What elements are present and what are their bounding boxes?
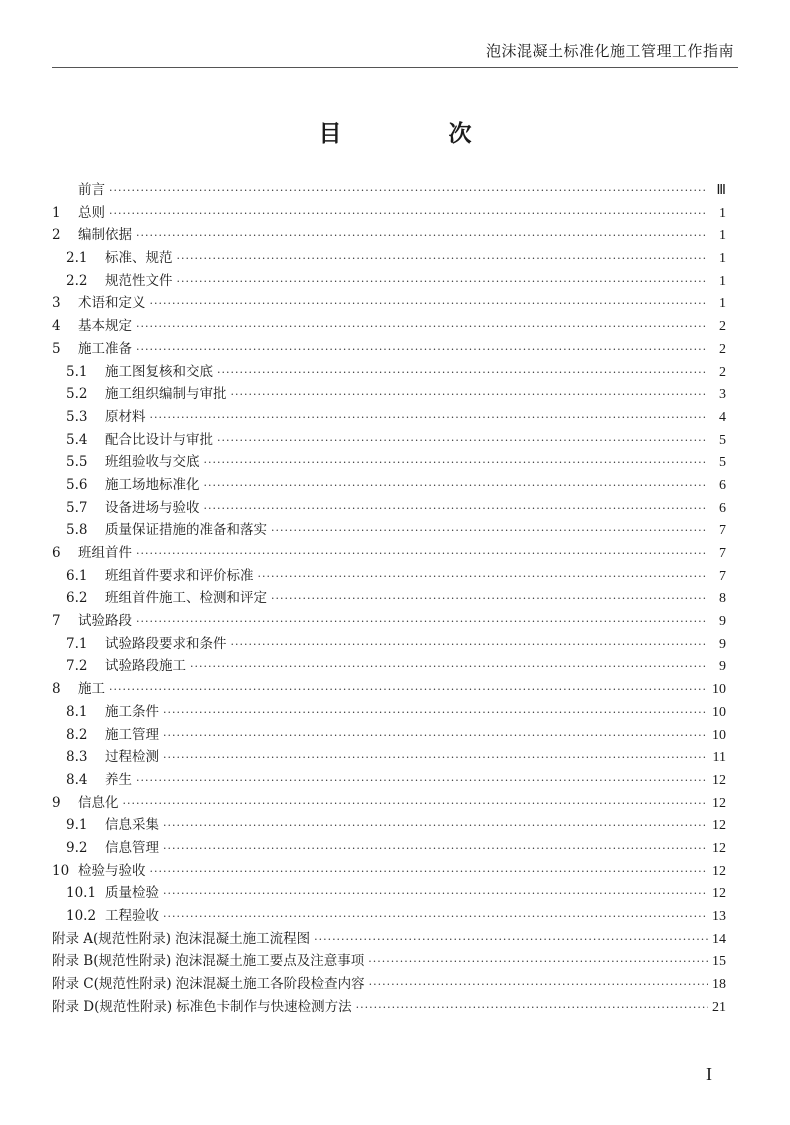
toc-entry-number: 5.3 [66,408,88,425]
toc-entry-page: 15 [712,954,726,970]
toc-entry-label: 质量保证措施的准备和落实 [105,522,267,539]
toc-entry[interactable] [52,314,726,337]
toc-entry-page: 12 [712,886,726,902]
toc-leader-dots [271,592,708,605]
toc-leader-dots [150,411,709,424]
toc-entry-number: 8.3 [66,749,88,766]
toc-entry[interactable] [52,473,726,496]
toc-entry-number: 10.1 [66,885,97,902]
toc-entry-number: 5 [52,340,61,357]
toc-entry-label: 泡沫混凝土施工各阶段检查内容 [175,976,365,993]
toc-entry-label: 施工场地标准化 [105,476,200,493]
toc-leader-dots [123,797,709,810]
toc-entry-number: 8.4 [66,771,88,788]
toc-entry-label: 标准、规范 [105,250,173,267]
toc-entry[interactable] [52,836,726,859]
page-number: I [706,1064,712,1084]
toc-entry[interactable] [52,405,726,428]
toc-entry-label: 养生 [105,771,132,788]
toc-entry-page: 7 [719,568,726,584]
toc-entry-number: 2.1 [66,250,88,267]
toc-entry-label: 信息采集 [105,817,159,834]
toc-entry[interactable] [52,178,726,201]
toc-entry[interactable] [52,632,726,655]
toc-entry[interactable] [52,654,726,677]
toc-entry[interactable] [52,428,726,451]
toc-entry[interactable] [52,586,726,609]
toc-entry-number: 9.2 [66,839,88,856]
toc-entry-page: Ⅲ [716,183,726,198]
toc-leader-dots [136,320,708,333]
toc-entry-number: 5.1 [66,363,88,380]
toc-entry-number: 8.1 [66,703,88,720]
toc-entry-page: 1 [719,273,726,289]
toc-entry-page: 1 [719,205,726,221]
toc-entry[interactable] [52,972,726,995]
toc-leader-dots [368,955,708,968]
toc-entry-number: 6.1 [66,567,88,584]
toc-entry[interactable] [52,791,726,814]
toc-entry-page: 9 [719,614,726,630]
toc-leader-dots [163,729,708,742]
toc-entry-label: 试验路段要求和条件 [105,635,227,652]
toc-entry-label: 信息化 [78,794,119,811]
toc-entry-number: 9 [52,794,61,811]
toc-entry-page: 8 [719,591,726,607]
toc-entry-page: 10 [712,704,726,720]
toc-leader-dots [163,819,708,832]
toc-leader-dots [163,910,708,923]
toc-entry-number: 5.5 [66,454,88,471]
toc-leader-dots [217,434,708,447]
toc-entry-page: 7 [719,523,726,539]
toc-entry-label: 过程检测 [105,749,159,766]
header-rule [52,67,738,68]
toc-entry-number: 8 [52,681,61,698]
table-of-contents [52,178,726,1017]
toc-entry-label: 施工 [78,681,105,698]
toc-entry-number: 5.2 [66,386,88,403]
toc-leader-dots [109,683,708,696]
toc-entry[interactable] [52,677,726,700]
toc-entry-page: 5 [719,455,726,471]
toc-leader-dots [163,706,708,719]
toc-entry-label: 试验路段 [78,613,132,630]
toc-entry-number: 附录 B(规范性附录) [52,953,172,970]
toc-entry-number: 附录 C(规范性附录) [52,976,172,993]
toc-leader-dots [190,660,708,673]
toc-leader-dots [163,887,708,900]
toc-entry-page: 9 [719,659,726,675]
toc-entry[interactable] [52,223,726,246]
toc-entry-label: 施工管理 [105,726,159,743]
toc-entry[interactable] [52,859,726,882]
toc-entry-number: 5.4 [66,431,88,448]
toc-entry[interactable] [52,609,726,632]
toc-entry-page: 4 [719,409,726,425]
toc-leader-dots [204,479,709,492]
toc-entry[interactable] [52,995,726,1018]
toc-entry[interactable] [52,269,726,292]
toc-entry[interactable] [52,881,726,904]
toc-entry-number: 7.1 [66,635,88,652]
toc-entry[interactable] [52,745,726,768]
toc-leader-dots [177,275,709,288]
toc-leader-dots [258,570,709,583]
toc-entry-page: 12 [712,840,726,856]
toc-entry[interactable] [52,246,726,269]
toc-entry[interactable] [52,450,726,473]
toc-entry-page: 6 [719,500,726,516]
toc-leader-dots [163,842,708,855]
toc-entry[interactable] [52,337,726,360]
toc-entry[interactable] [52,360,726,383]
toc-entry[interactable] [52,291,726,314]
toc-entry[interactable] [52,927,726,950]
toc-entry-page: 1 [719,228,726,244]
toc-entry-number: 5.8 [66,522,88,539]
toc-entry-label: 质量检验 [105,885,159,902]
toc-leader-dots [150,865,709,878]
toc-entry-number: 2 [52,227,61,244]
toc-entry-label: 基本规定 [78,318,132,335]
toc-entry[interactable] [52,768,726,791]
toc-entry-page: 12 [712,772,726,788]
toc-entry-number: 3 [52,295,61,312]
toc-leader-dots [177,252,709,265]
toc-entry-number: 10.2 [66,908,97,924]
toc-leader-dots [231,388,709,401]
toc-entry-label: 规范性文件 [105,272,173,289]
toc-entry-label: 泡沫混凝土施工流程图 [175,930,311,947]
toc-entry-label: 施工条件 [105,703,159,720]
toc-leader-dots [136,547,708,560]
toc-leader-dots [136,774,708,787]
toc-entry-page: 2 [719,319,726,335]
toc-entry[interactable] [52,496,726,519]
toc-entry-label: 编制依据 [78,227,132,244]
toc-entry-label: 设备进场与验收 [105,499,200,516]
toc-leader-dots [204,502,709,515]
toc-leader-dots [163,751,708,764]
toc-entry-label: 配合比设计与审批 [105,431,213,448]
toc-entry-page: 18 [712,977,726,993]
toc-entry-page: 12 [712,795,726,811]
toc-leader-dots [136,615,708,628]
toc-leader-dots [109,207,708,220]
toc-entry-label: 班组首件 [78,545,132,561]
toc-entry-label: 工程验收 [105,908,159,924]
toc-entry-label: 泡沫混凝土施工要点及注意事项 [175,953,365,970]
toc-entry-page: 11 [712,750,726,766]
toc-entry-label: 班组验收与交底 [105,454,200,471]
toc-entry-number: 10 [52,862,70,879]
toc-entry-page: 9 [719,636,726,652]
toc-entry-label: 试验路段施工 [105,658,186,675]
toc-entry-number: 5.7 [66,499,88,516]
toc-entry-number: 附录 A(规范性附录) [52,930,172,947]
toc-entry-number: 2.2 [66,272,88,289]
toc-leader-dots [204,456,709,469]
toc-entry-label: 施工组织编制与审批 [105,386,227,403]
running-header: 泡沫混凝土标准化施工管理工作指南 [485,42,734,60]
toc-entry-page: 6 [719,477,726,493]
toc-entry-label: 前言 [78,182,105,198]
toc-entry-label: 施工图复核和交底 [105,363,213,380]
toc-entry-label: 总则 [78,204,105,221]
toc-entry-page: 1 [719,296,726,312]
toc-entry-number: 7 [52,613,61,630]
toc-entry-page: 12 [712,818,726,834]
toc-entry-page: 2 [719,364,726,380]
toc-entry[interactable] [52,700,726,723]
toc-entry-page: 1 [719,251,726,267]
toc-entry-page: 3 [719,387,726,403]
toc-entry[interactable] [52,723,726,746]
toc-entry-page: 12 [712,863,726,879]
toc-entry[interactable] [52,949,726,972]
toc-entry-label: 术语和定义 [78,295,146,312]
toc-leader-dots [314,933,708,946]
toc-leader-dots [136,343,708,356]
toc-leader-dots [109,184,708,197]
toc-entry-label: 原材料 [105,408,146,425]
toc-entry-label: 标准色卡制作与快速检测方法 [176,998,352,1015]
toc-entry-number: 5.6 [66,476,88,493]
toc-entry-number: 6.2 [66,590,88,607]
toc-entry-page: 13 [712,909,726,924]
toc-entry-page: 10 [712,727,726,743]
toc-entry[interactable] [52,904,726,927]
toc-entry[interactable] [52,564,726,587]
toc-entry-number: 9.1 [66,817,88,834]
toc-entry-number: 1 [52,204,61,221]
toc-entry[interactable] [52,541,726,564]
toc-leader-dots [369,978,708,991]
toc-entry-number: 附录 D(规范性附录) [52,998,173,1015]
toc-entry-number: 7.2 [66,658,88,675]
toc-entry[interactable] [52,518,726,541]
toc-entry[interactable] [52,382,726,405]
page-title: 目 次 [318,121,514,147]
toc-entry-number: 6 [52,545,61,561]
toc-leader-dots [356,1001,708,1014]
toc-entry-number: 8.2 [66,726,88,743]
toc-entry-page: 5 [719,432,726,448]
toc-leader-dots [231,638,709,651]
toc-entry-label: 班组首件要求和评价标准 [105,567,254,584]
toc-entry[interactable] [52,201,726,224]
toc-entry-number: 4 [52,318,61,335]
toc-entry-page: 14 [712,931,726,947]
toc-entry-label: 班组首件施工、检测和评定 [105,590,267,607]
toc-entry-label: 检验与验收 [78,862,146,879]
toc-leader-dots [136,229,708,242]
toc-entry-label: 信息管理 [105,839,159,856]
toc-entry-label: 施工准备 [78,340,132,357]
toc-leader-dots [271,524,708,537]
toc-entry-page: 7 [719,546,726,561]
toc-entry-page: 21 [712,999,726,1015]
toc-leader-dots [150,297,709,310]
toc-entry-page: 2 [719,341,726,357]
toc-entry[interactable] [52,813,726,836]
toc-entry-page: 10 [712,682,726,698]
toc-leader-dots [217,366,708,379]
